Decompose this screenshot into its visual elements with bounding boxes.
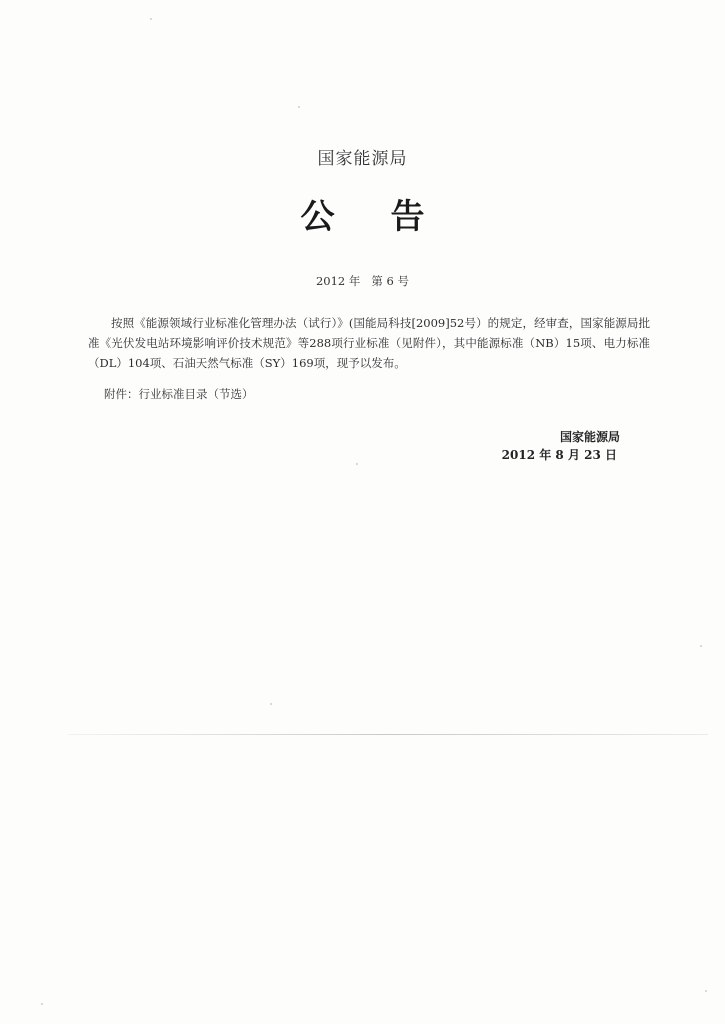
scan-speck bbox=[705, 990, 707, 992]
announcement-paragraph: 按照《能源领域行业标准化管理办法（试行）》(国能局科技[2009]52号）的规定，经审查，国家能源局批准《光伏发电站环境影响评价技术规范》等288项行业标准（见附件），其中能源标准（NB）15项、电力标准（DL）104项、石油天然气标准（SY）169项，现予以发布。 bbox=[88, 316, 650, 370]
title-char-1: 公 bbox=[300, 197, 335, 237]
scan-speck bbox=[150, 18, 152, 20]
scan-speck bbox=[298, 106, 300, 108]
scan-divider-line bbox=[68, 734, 708, 735]
scan-speck bbox=[270, 703, 272, 705]
issuing-agency: 国家能源局 bbox=[317, 149, 408, 169]
signature-agency: 国家能源局 bbox=[559, 430, 620, 444]
scan-speck bbox=[41, 1003, 43, 1005]
signature-date: 2012 年 8 月 23 日 bbox=[501, 448, 617, 462]
title-char-2: 告 bbox=[390, 197, 425, 237]
attachment-note: 附件：行业标准目录（节选） bbox=[104, 387, 254, 401]
scan-speck bbox=[356, 463, 358, 465]
document-title bbox=[0, 189, 725, 238]
scan-speck bbox=[700, 645, 702, 647]
issue-number: 2012 年 第 6 号 bbox=[315, 274, 410, 288]
